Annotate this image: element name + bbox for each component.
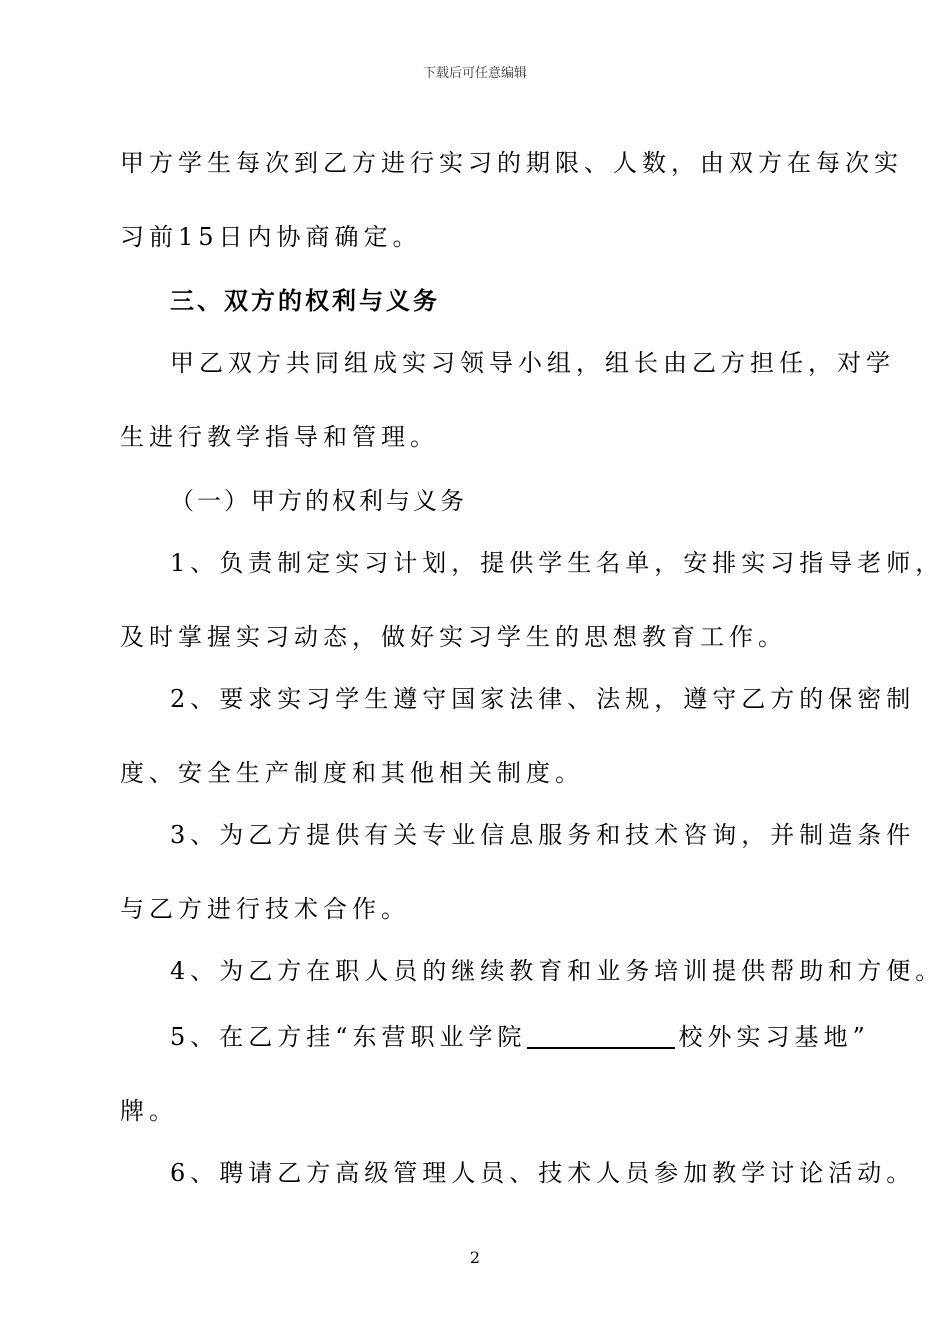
item-4-line-1: 4、为乙方在职人员的继续教育和业务培训提供帮助和方便。	[170, 957, 945, 985]
paragraph-1-line-2: 习前15日内协商确定。	[120, 223, 422, 251]
item-3-line-2: 与乙方进行技术合作。	[120, 895, 410, 923]
document-header-note: 下载后可任意编辑	[422, 66, 527, 81]
item-5-text-after-blank: 校外实习基地”	[678, 1023, 870, 1051]
item-3-line-1: 3、为乙方提供有关专业信息服务和技术咨询，并制造条件	[170, 821, 916, 849]
item-2-line-2: 度、安全生产制度和其他相关制度。	[120, 759, 584, 787]
item-5-line-1	[170, 1022, 870, 1052]
paragraph-2-line-2: 生进行教学指导和管理。	[120, 423, 439, 451]
paragraph-2-line-1: 甲乙双方共同组成实习领导小组，组长由乙方担任，对学	[170, 349, 895, 377]
fill-in-blank	[527, 1025, 675, 1049]
paragraph-1-line-1: 甲方学生每次到乙方进行实习的期限、人数，由双方在每次实	[120, 149, 903, 177]
section-heading-three: 三、双方的权利与义务	[170, 286, 440, 315]
item-5-line-2: 牌。	[120, 1097, 178, 1125]
item-5-text-before-blank: 5、在乙方挂“东营职业学院	[170, 1023, 527, 1051]
subsection-heading-one: （一）甲方的权利与义务	[170, 487, 467, 515]
item-1-line-2: 及时掌握实习动态，做好实习学生的思想教育工作。	[120, 623, 787, 651]
page-number: 2	[469, 1248, 481, 1267]
item-1-line-1: 1、负责制定实习计划，提供学生名单，安排实习指导老师，	[170, 549, 945, 577]
item-6-line-1: 6、聘请乙方高级管理人员、技术人员参加教学讨论活动。	[170, 1159, 916, 1187]
item-2-line-1: 2、要求实习学生遵守国家法律、法规，遵守乙方的保密制	[170, 685, 916, 713]
